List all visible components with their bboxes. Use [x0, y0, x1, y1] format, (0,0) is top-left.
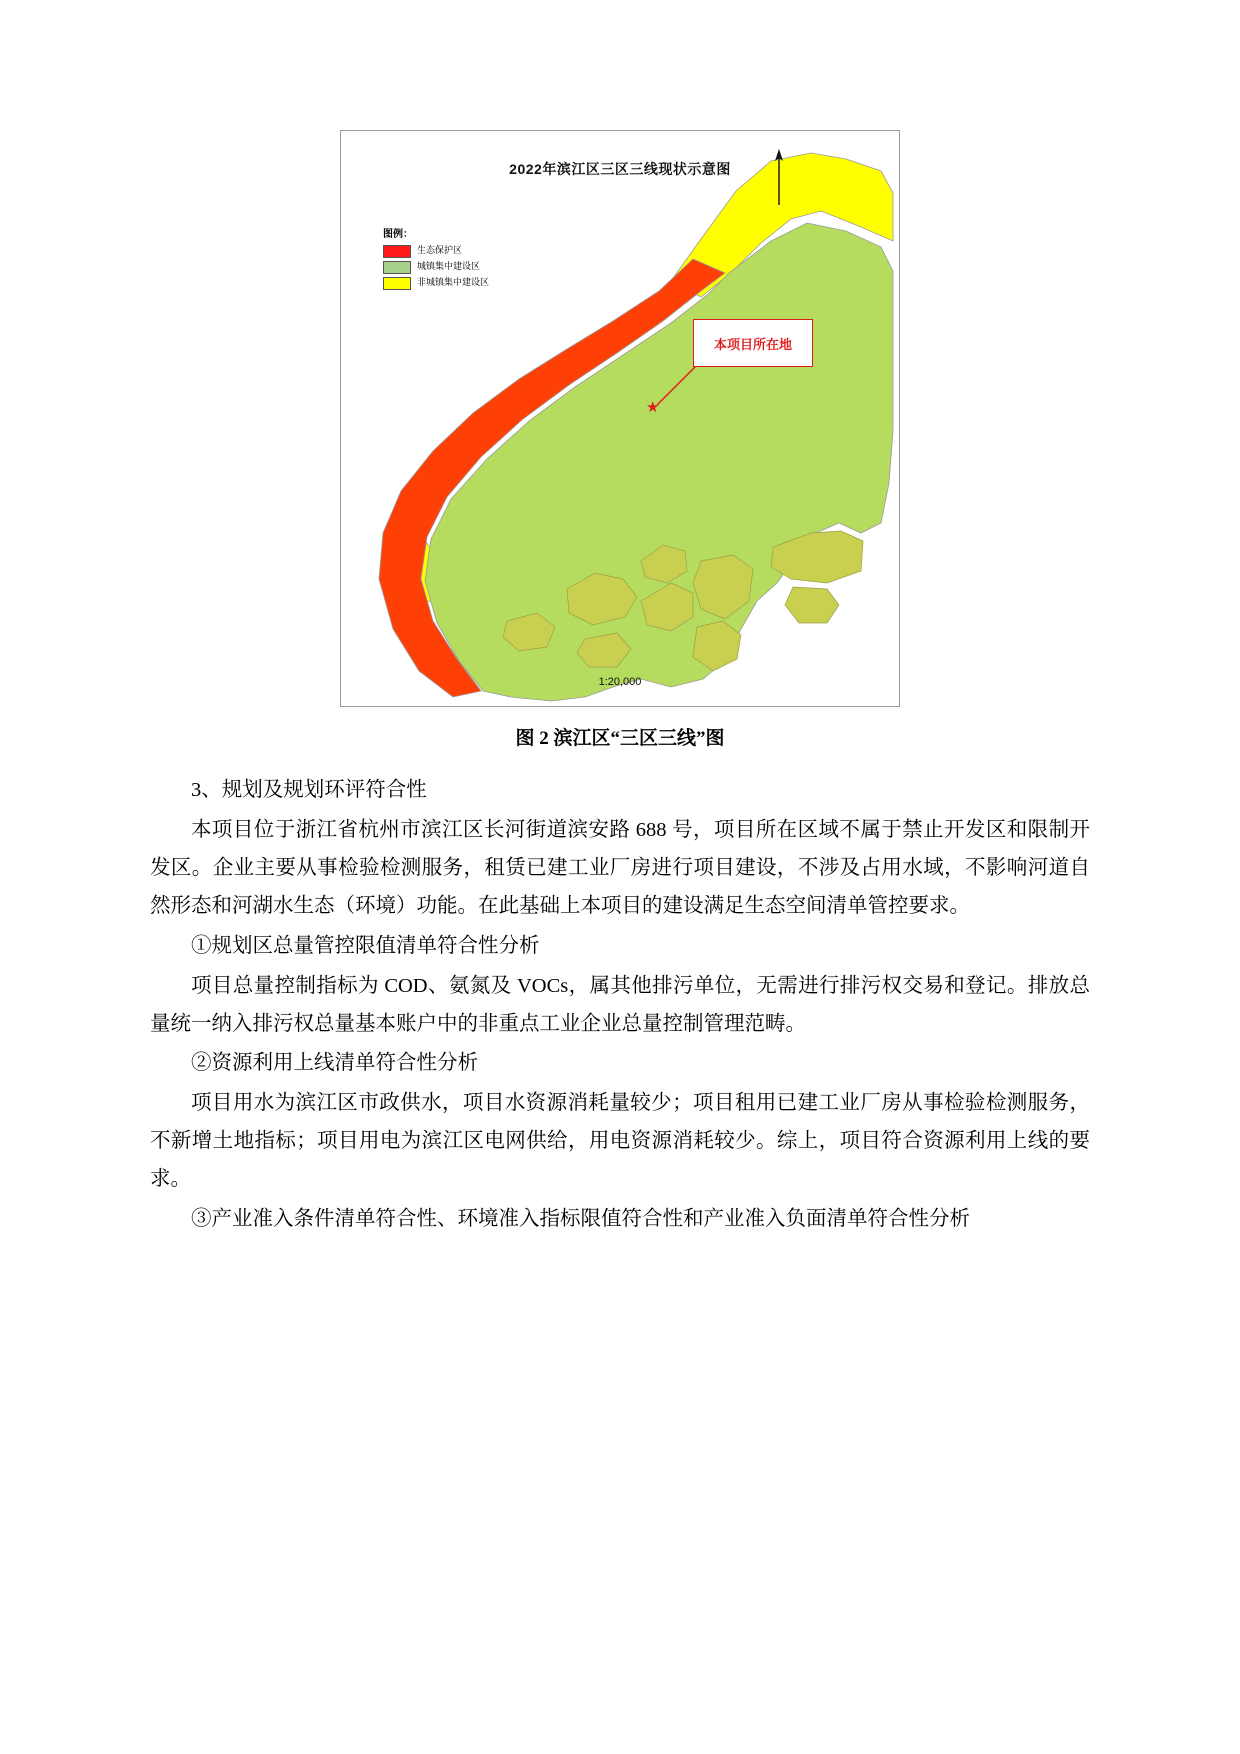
- project-location-callout: 本项目所在地: [693, 319, 813, 367]
- legend-title: 图例：: [383, 229, 413, 240]
- section-heading: 3、规划及规划环评符合性: [191, 779, 427, 801]
- paragraph-3: 项目总量控制指标为 COD、氨氮及 VOCs，属其他排污单位，无需进行排污权交易和登记。排放总量统一纳入排污权总量基本账户中的非重点工业企业总量控制管理范畴。: [150, 974, 1090, 1035]
- paragraph-1: 本项目位于浙江省杭州市滨江区长河街道滨安路 688 号，项目所在区域不属于禁止开发区和限制开发区。企业主要从事检验检测服务，租赁已建工业厂房进行项目建设，不涉及占用水域，不影响河道自然形态和河湖水生态（环境）功能。在此基础上本项目的建设满足生态空间清单管控要求。: [150, 818, 1090, 917]
- interior-patch-7: [785, 587, 839, 623]
- paragraph-4: ②资源利用上线清单符合性分析: [191, 1052, 478, 1075]
- legend-item-urban: [383, 260, 503, 274]
- figure-caption: 图 2 滨江区“三区三线”图: [515, 728, 725, 749]
- legend-swatch-eco: [383, 245, 411, 258]
- legend-label-non-urban: 非城镇集中建设区: [417, 277, 490, 288]
- map-scale: 1:20,000: [598, 676, 642, 688]
- map-graphic: [341, 131, 899, 706]
- legend-item-eco: [383, 244, 503, 258]
- map-figure: [340, 130, 900, 707]
- paragraph-6: ③产业准入条件清单符合性、环境准入指标限值符合性和产业准入负面清单符合性分析: [191, 1208, 970, 1231]
- legend-label-eco: 生态保护区: [417, 245, 463, 256]
- legend-swatch-urban: [383, 261, 411, 274]
- figure-container: [340, 130, 900, 750]
- legend-swatch-non-urban: [383, 277, 411, 290]
- paragraph-5: 项目用水为滨江区市政供水，项目水资源消耗量较少；项目租用已建工业厂房从事检验检测服务，不新增土地指标；项目用电为滨江区电网供给，用电资源消耗较少。综上，项目符合资源利用上线的要求。: [150, 1092, 1090, 1191]
- paragraph-2: ①规划区总量管控限值清单符合性分析: [191, 934, 540, 957]
- north-arrow-icon: [771, 149, 787, 205]
- body-text: [150, 772, 1090, 1239]
- map-title: 2022年滨江区三区三线现状示意图: [509, 161, 731, 177]
- legend-label-urban: 城镇集中建设区: [417, 261, 481, 272]
- project-site-marker: ★: [646, 400, 660, 416]
- map-legend: [383, 229, 503, 292]
- legend-item-non-urban: [383, 276, 503, 290]
